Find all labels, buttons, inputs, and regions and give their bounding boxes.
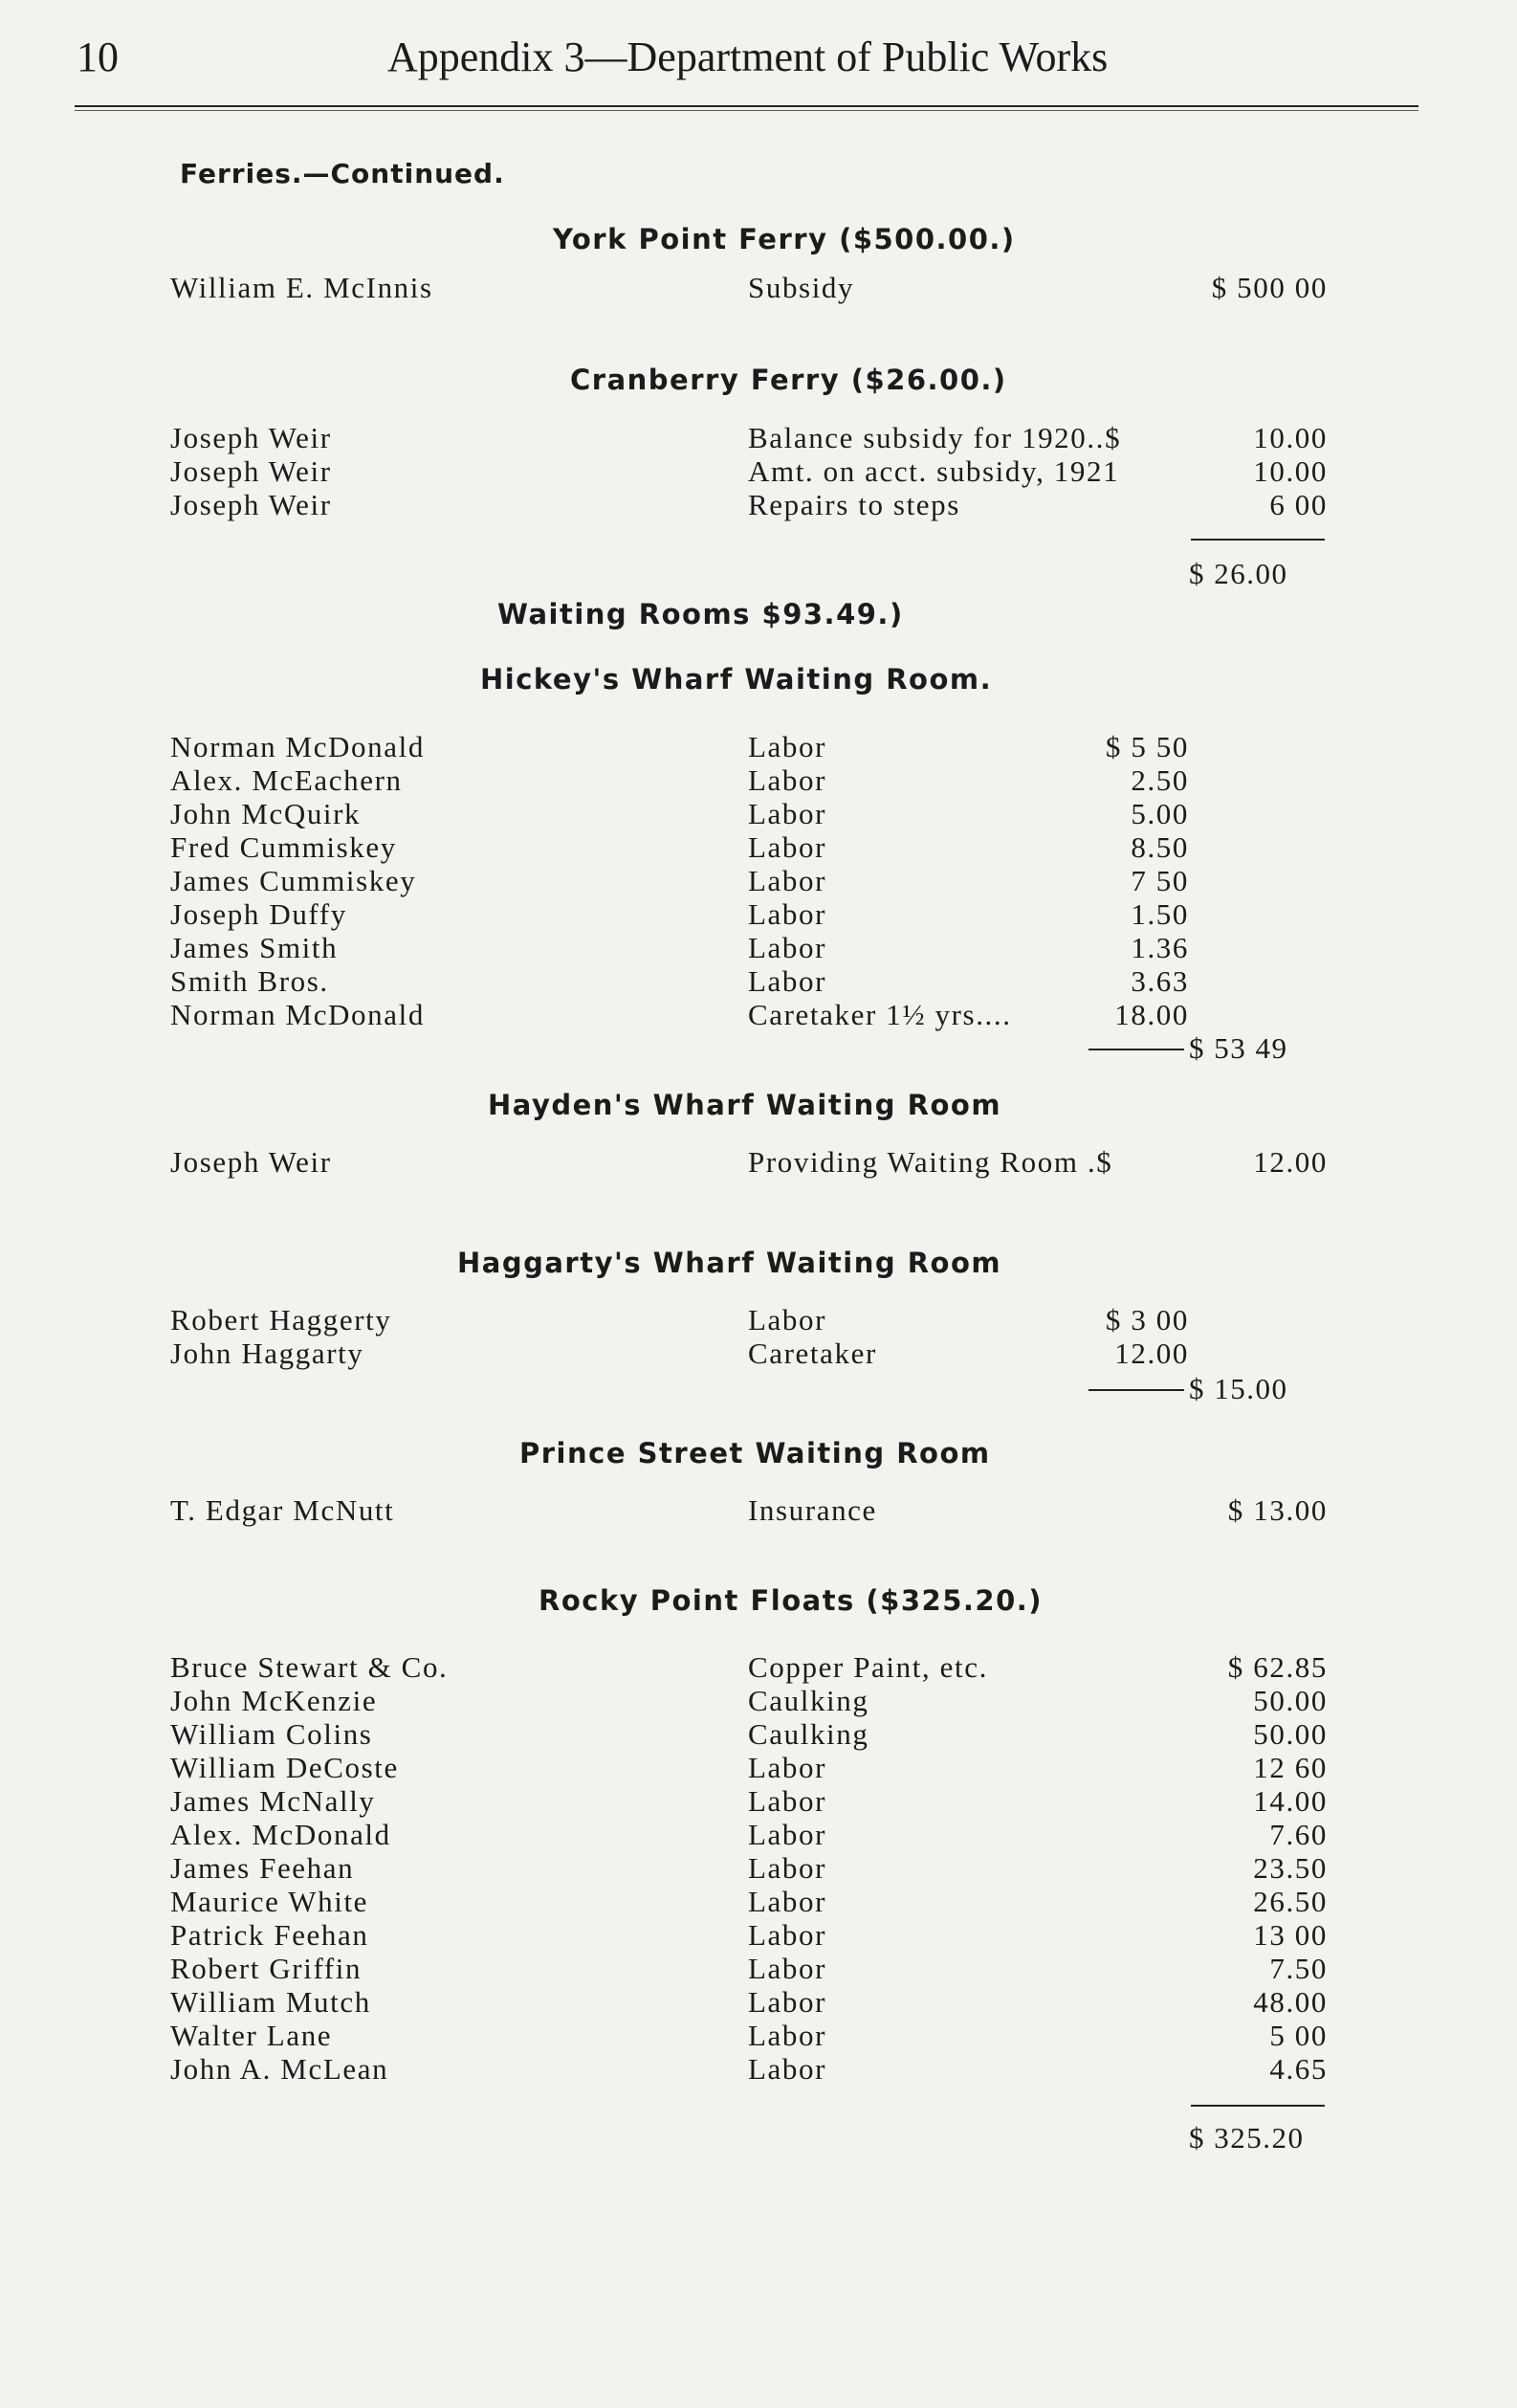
ledger-row <box>170 998 1337 1032</box>
payee: John McKenzie <box>170 1684 378 1717</box>
payee: John Haggarty <box>170 1337 364 1370</box>
amount: 12.00 <box>1253 1145 1328 1179</box>
item: Labor <box>748 1751 827 1784</box>
sum-rule <box>1191 2105 1325 2107</box>
payee: Joseph Duffy <box>170 897 347 931</box>
item: Caretaker 1½ yrs.... <box>748 998 1012 1031</box>
amount: 10.00 <box>1253 454 1328 488</box>
item: Labor <box>748 1885 827 1918</box>
payee: Norman McDonald <box>170 998 425 1031</box>
subamount: $ 5 50 <box>1105 730 1189 763</box>
item: Subsidy <box>748 271 855 304</box>
amount: $ 13.00 <box>1227 1493 1328 1527</box>
item: Repairs to steps <box>748 488 960 521</box>
ledger-row <box>170 1303 1337 1337</box>
item: Labor <box>748 1952 827 1985</box>
item: Labor <box>748 797 827 830</box>
subamount: 2.50 <box>1131 763 1189 797</box>
item: Caulking <box>748 1684 869 1717</box>
amount: 50.00 <box>1253 1684 1328 1717</box>
section-total: $ 26.00 <box>1189 557 1288 590</box>
amount: 7.60 <box>1269 1818 1328 1851</box>
sum-rule <box>1191 539 1325 541</box>
payee: Joseph Weir <box>170 421 332 454</box>
payee: Robert Griffin <box>170 1952 363 1985</box>
amount: 4.65 <box>1269 2052 1328 2086</box>
ledger-row <box>170 763 1337 798</box>
payee: Bruce Stewart & Co. <box>170 1650 449 1684</box>
page-number: 10 <box>77 33 119 80</box>
ledger-row <box>170 830 1337 865</box>
item: Insurance <box>748 1493 877 1527</box>
subamount: 8.50 <box>1131 830 1189 864</box>
ledger-row <box>170 1717 1337 1752</box>
subamount: 3.63 <box>1131 964 1189 998</box>
payee: Norman McDonald <box>170 730 425 763</box>
subamount: 5.00 <box>1131 797 1189 830</box>
subamount: 12.00 <box>1114 1337 1189 1370</box>
payee: James McNally <box>170 1784 376 1818</box>
ledger-row <box>170 2019 1337 2053</box>
york-heading: York Point Ferry ($500.00.) <box>553 223 1016 255</box>
amount: 10.00 <box>1253 421 1328 454</box>
amount: 12 60 <box>1253 1751 1328 1784</box>
payee: William E. McInnis <box>170 271 433 304</box>
ledger-row <box>170 897 1337 932</box>
item: Labor <box>748 864 827 897</box>
payee: Maurice White <box>170 1885 369 1918</box>
amount: 13 00 <box>1253 1918 1328 1952</box>
ledger-row <box>170 797 1337 831</box>
payee: James Smith <box>170 931 339 964</box>
section-total: $ 325.20 <box>1189 2121 1305 2154</box>
payee: John McQuirk <box>170 797 362 830</box>
item: Labor <box>748 1918 827 1952</box>
ledger-row <box>170 1952 1337 1986</box>
item: Labor <box>748 1303 827 1337</box>
ledger-row <box>170 1918 1337 1953</box>
payee: Alex. McDonald <box>170 1818 391 1851</box>
hayden-heading: Hayden's Wharf Waiting Room <box>488 1089 1002 1121</box>
ledger-row <box>170 730 1337 764</box>
payee: Fred Cummiskey <box>170 830 397 864</box>
ledger-row <box>170 1851 1337 1886</box>
payee: Joseph Weir <box>170 454 332 488</box>
item: Labor <box>748 730 827 763</box>
ledger-row <box>170 1650 1337 1685</box>
ledger-row <box>170 1493 1337 1528</box>
rocky-heading: Rocky Point Floats ($325.20.) <box>539 1584 1044 1617</box>
item: Labor <box>748 964 827 998</box>
item: Labor <box>748 1851 827 1885</box>
ledger-row <box>170 1684 1337 1718</box>
payee: William DeCoste <box>170 1751 399 1784</box>
dash-rule <box>1088 1049 1184 1050</box>
item: Balance subsidy for 1920..$ <box>748 421 1122 454</box>
item: Labor <box>748 2052 827 2086</box>
amount: $ 500 00 <box>1211 271 1328 304</box>
running-head: Appendix 3—Department of Public Works <box>387 33 1109 80</box>
payee: Robert Haggerty <box>170 1303 392 1337</box>
ledger-row <box>170 421 1337 455</box>
amount: 6 00 <box>1269 488 1328 521</box>
dash-rule <box>1088 1389 1184 1391</box>
item: Labor <box>748 763 827 797</box>
header-rule-secondary <box>75 110 1418 111</box>
amount: 14.00 <box>1253 1784 1328 1818</box>
section-total: $ 53 49 <box>1189 1031 1288 1065</box>
ledger-row <box>170 1784 1337 1819</box>
item: Labor <box>748 1985 827 2019</box>
payee: Joseph Weir <box>170 1145 332 1179</box>
ledger-row <box>170 1885 1337 1919</box>
ledger-row <box>170 931 1337 965</box>
amount: $ 62.85 <box>1227 1650 1328 1684</box>
item: Labor <box>748 2019 827 2052</box>
payee: Walter Lane <box>170 2019 333 2052</box>
amount: 26.50 <box>1253 1885 1328 1918</box>
item: Labor <box>748 931 827 964</box>
ledger-row <box>170 2052 1337 2087</box>
ledger-row <box>170 1985 1337 2020</box>
cranberry-heading: Cranberry Ferry ($26.00.) <box>570 364 1007 396</box>
ledger-row <box>170 271 1337 305</box>
payee: Alex. McEachern <box>170 763 403 797</box>
waiting-rooms-heading: Waiting Rooms $93.49.) <box>497 598 904 630</box>
item: Amt. on acct. subsidy, 1921 <box>748 454 1120 488</box>
prince-heading: Prince Street Waiting Room <box>519 1437 991 1469</box>
ledger-row <box>170 1145 1337 1180</box>
payee: Joseph Weir <box>170 488 332 521</box>
amount: 23.50 <box>1253 1851 1328 1885</box>
subamount: 1.36 <box>1131 931 1189 964</box>
haggarty-heading: Haggarty's Wharf Waiting Room <box>457 1247 1002 1279</box>
item: Labor <box>748 830 827 864</box>
payee: Patrick Feehan <box>170 1918 369 1952</box>
item: Providing Waiting Room .$ <box>748 1145 1113 1179</box>
amount: 5 00 <box>1269 2019 1328 2052</box>
ledger-row <box>170 1337 1337 1371</box>
payee: James Feehan <box>170 1851 355 1885</box>
payee: John A. McLean <box>170 2052 389 2086</box>
amount: 7.50 <box>1269 1952 1328 1985</box>
header-rule <box>75 105 1418 107</box>
item: Labor <box>748 897 827 931</box>
amount: 50.00 <box>1253 1717 1328 1751</box>
item: Caulking <box>748 1717 869 1751</box>
item: Caretaker <box>748 1337 877 1370</box>
payee: Smith Bros. <box>170 964 329 998</box>
payee: T. Edgar McNutt <box>170 1493 395 1527</box>
ledger-row <box>170 1818 1337 1852</box>
hickey-heading: Hickey's Wharf Waiting Room. <box>480 663 993 696</box>
payee: William Mutch <box>170 1985 371 2019</box>
ledger-row <box>170 488 1337 522</box>
subamount: 7 50 <box>1131 864 1189 897</box>
subamount: 1.50 <box>1131 897 1189 931</box>
ledger-row <box>170 454 1337 489</box>
subamount: $ 3 00 <box>1105 1303 1189 1337</box>
section-total: $ 15.00 <box>1189 1372 1288 1405</box>
payee: James Cummiskey <box>170 864 417 897</box>
amount: 48.00 <box>1253 1985 1328 2019</box>
ledger-row <box>170 964 1337 999</box>
section-continued: Ferries.—Continued. <box>180 158 505 189</box>
item: Labor <box>748 1784 827 1818</box>
ledger-row <box>170 1751 1337 1785</box>
payee: William Colins <box>170 1717 373 1751</box>
item: Copper Paint, etc. <box>748 1650 988 1684</box>
subamount: 18.00 <box>1114 998 1189 1031</box>
ledger-row <box>170 864 1337 898</box>
item: Labor <box>748 1818 827 1851</box>
